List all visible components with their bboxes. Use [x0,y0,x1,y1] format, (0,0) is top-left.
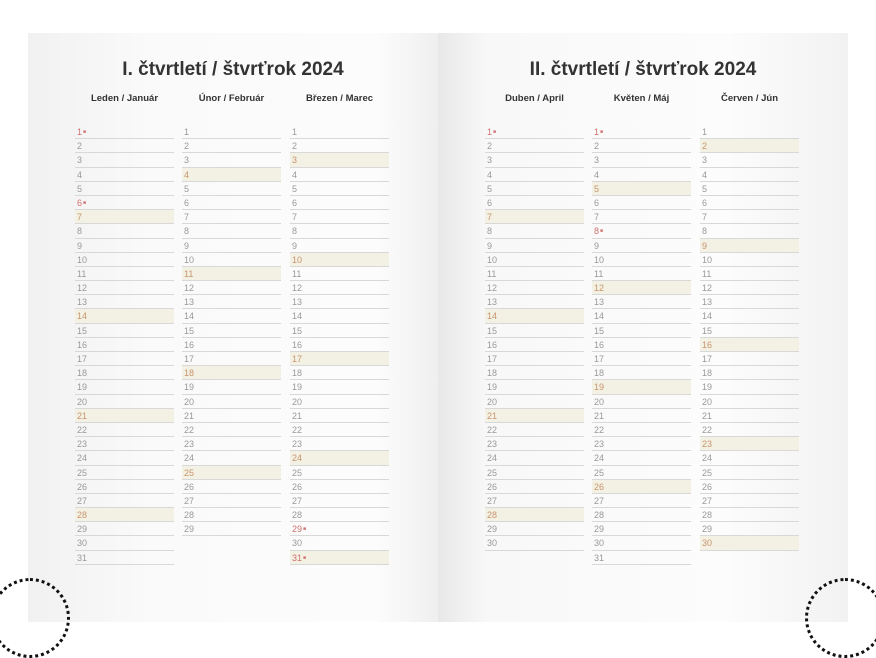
holiday-mark-icon: ■ [83,129,87,135]
day-row[interactable]: 30 [290,536,389,550]
holiday-mark-icon: ■ [600,228,604,235]
day-row[interactable]: 3 [75,153,174,167]
day-row[interactable]: 14 [700,309,799,323]
day-row[interactable]: 6 [182,196,281,210]
month-column [700,93,799,551]
day-row[interactable]: 25 [182,466,281,480]
day-row[interactable]: 16 [700,338,799,352]
day-row[interactable]: 23 [182,437,281,451]
right-page [438,33,848,622]
left-page [28,33,438,622]
day-row[interactable]: 18 [290,366,389,380]
day-row[interactable]: 13 [592,295,691,309]
day-row[interactable]: 17 [182,352,281,366]
holiday-mark-icon: ■ [303,526,307,533]
day-row[interactable]: 6■ [75,196,174,210]
day-row[interactable]: 30 [592,536,691,550]
day-row[interactable]: 7 [592,210,691,224]
day-row[interactable]: 24 [182,451,281,465]
day-row[interactable]: 15 [182,324,281,338]
holiday-mark-icon: ■ [600,129,604,135]
day-row[interactable]: 27 [290,494,389,508]
day-row[interactable]: 24 [700,451,799,465]
day-row[interactable]: 16 [75,338,174,352]
day-row[interactable]: 16 [485,338,584,352]
day-row[interactable]: 5 [592,182,691,196]
day-row[interactable]: 4 [485,168,584,182]
month-name: Květen / Máj [613,93,670,104]
day-row[interactable]: 24 [75,451,174,465]
day-row[interactable]: 28 [75,508,174,522]
day-row[interactable]: 14 [75,309,174,323]
day-row[interactable]: 15 [290,324,389,338]
day-row[interactable]: 28 [592,508,691,522]
day-row[interactable]: 15 [485,324,584,338]
day-row[interactable]: 25 [485,466,584,480]
day-row[interactable]: 27 [182,494,281,508]
day-row[interactable]: 1■ [592,125,691,139]
day-row[interactable]: 20 [592,395,691,409]
day-row[interactable]: 13 [75,295,174,309]
quarter-title: I. čtvrtletí / štvrťrok 2024 [122,59,344,80]
day-row[interactable]: 1■ [485,125,584,139]
day-row[interactable]: 25 [700,466,799,480]
day-row[interactable]: 12 [182,281,281,295]
day-row[interactable]: 7 [700,210,799,224]
day-row[interactable]: 26 [485,480,584,494]
day-row[interactable]: 16 [290,338,389,352]
day-row[interactable]: 27 [485,494,584,508]
day-row[interactable]: 19 [182,380,281,394]
day-row[interactable]: 7 [182,210,281,224]
holiday-mark-icon: ■ [303,554,307,561]
day-row[interactable]: 9 [592,239,691,253]
day-row[interactable]: 29■ [290,522,389,536]
day-row[interactable]: 17 [700,352,799,366]
day-row[interactable]: 18 [700,366,799,380]
day-row[interactable]: 2 [592,139,691,153]
day-row[interactable]: 9 [75,239,174,253]
day-row[interactable]: 3 [700,153,799,167]
day-row[interactable]: 25 [592,466,691,480]
day-row[interactable]: 12 [592,281,691,295]
day-row[interactable]: 28 [182,508,281,522]
day-row[interactable]: 18 [75,366,174,380]
day-row[interactable]: 27 [75,494,174,508]
day-row[interactable]: 28 [485,508,584,522]
day-row[interactable]: 10 [75,253,174,267]
day-row[interactable]: 21 [485,409,584,423]
day-row[interactable]: 6 [290,196,389,210]
day-row[interactable]: 2 [700,139,799,153]
day-row[interactable]: 3 [592,153,691,167]
day-row[interactable]: 11 [75,267,174,281]
day-row[interactable]: 8■ [592,224,691,238]
day-row[interactable]: 12 [290,281,389,295]
day-row[interactable]: 8 [182,224,281,238]
day-row[interactable]: 19 [75,380,174,394]
day-row[interactable]: 22 [592,423,691,437]
day-row[interactable]: 21 [700,409,799,423]
day-row[interactable]: 7 [290,210,389,224]
day-row[interactable]: 16 [182,338,281,352]
day-row[interactable]: 15 [700,324,799,338]
day-row[interactable]: 27 [700,494,799,508]
day-row[interactable]: 2 [485,139,584,153]
day-row[interactable]: 1 [700,125,799,139]
day-row[interactable]: 26 [592,480,691,494]
binding-hole-decoration [805,578,876,658]
day-row[interactable]: 9 [182,239,281,253]
month-column [75,93,174,565]
day-row[interactable]: 20 [700,395,799,409]
day-row[interactable]: 3 [290,153,389,167]
day-row[interactable]: 5 [290,182,389,196]
day-row[interactable]: 10 [182,253,281,267]
month-column [290,93,389,565]
month-name: Únor / Február [198,93,265,104]
day-row[interactable]: 27 [592,494,691,508]
day-row[interactable]: 13 [290,295,389,309]
day-row[interactable]: 14 [182,309,281,323]
day-row[interactable]: 3 [182,153,281,167]
day-row[interactable]: 17 [592,352,691,366]
day-row[interactable]: 4 [700,168,799,182]
day-row[interactable]: 23 [700,437,799,451]
day-row[interactable]: 3 [485,153,584,167]
day-row[interactable]: 1 [182,125,281,139]
day-row[interactable]: 7 [485,210,584,224]
day-row[interactable]: 31■ [290,551,389,565]
day-row[interactable]: 29 [75,522,174,536]
day-row[interactable]: 25 [75,466,174,480]
day-row[interactable]: 22 [700,423,799,437]
day-row[interactable]: 7 [75,210,174,224]
day-row[interactable]: 30 [700,536,799,550]
day-row[interactable]: 26 [75,480,174,494]
day-row[interactable]: 21 [75,409,174,423]
day-row[interactable]: 12 [75,281,174,295]
day-row[interactable]: 6 [700,196,799,210]
day-row[interactable]: 20 [290,395,389,409]
month-name: Březen / Marec [305,93,374,104]
day-row[interactable]: 8 [290,224,389,238]
day-row[interactable]: 29 [485,522,584,536]
day-row[interactable]: 4 [75,168,174,182]
day-row[interactable]: 22 [182,423,281,437]
day-row[interactable]: 5 [182,182,281,196]
day-row[interactable]: 9 [700,239,799,253]
day-row[interactable]: 5 [700,182,799,196]
day-row[interactable]: 28 [700,508,799,522]
day-row[interactable]: 8 [485,224,584,238]
day-row[interactable]: 1 [290,125,389,139]
month-column [182,93,281,536]
day-row[interactable]: 2 [75,139,174,153]
day-row[interactable]: 24 [485,451,584,465]
day-row[interactable]: 24 [592,451,691,465]
day-row[interactable]: 22 [290,423,389,437]
day-row[interactable]: 20 [485,395,584,409]
day-row[interactable]: 4 [290,168,389,182]
month-column [592,93,691,565]
day-row[interactable]: 31 [75,551,174,565]
day-row[interactable]: 23 [290,437,389,451]
day-row[interactable]: 9 [290,239,389,253]
day-row[interactable]: 13 [485,295,584,309]
day-row[interactable]: 18 [485,366,584,380]
day-row[interactable]: 12 [700,281,799,295]
day-row[interactable]: 21 [290,409,389,423]
day-row[interactable]: 30 [75,536,174,550]
day-row[interactable]: 28 [290,508,389,522]
day-row[interactable]: 19 [700,380,799,394]
day-row[interactable]: 19 [485,380,584,394]
day-row[interactable]: 16 [592,338,691,352]
day-row[interactable]: 26 [700,480,799,494]
binding-hole-decoration [0,578,70,658]
day-row[interactable]: 30 [485,536,584,550]
holiday-mark-icon: ■ [493,129,497,135]
day-row[interactable]: 5 [485,182,584,196]
day-row[interactable]: 11 [592,267,691,281]
day-row[interactable]: 14 [485,309,584,323]
day-row[interactable]: 1■ [75,125,174,139]
day-row[interactable]: 17 [290,352,389,366]
day-row[interactable]: 17 [75,352,174,366]
day-row[interactable]: 20 [182,395,281,409]
day-row[interactable]: 22 [75,423,174,437]
day-row[interactable]: 4 [182,168,281,182]
day-row[interactable]: 15 [592,324,691,338]
day-row[interactable]: 13 [182,295,281,309]
day-row[interactable]: 6 [485,196,584,210]
day-row[interactable]: 19 [290,380,389,394]
day-row[interactable]: 29 [592,522,691,536]
day-row[interactable]: 11 [485,267,584,281]
day-row[interactable]: 20 [75,395,174,409]
day-row[interactable]: 11 [290,267,389,281]
month-name: Duben / April [505,93,564,104]
day-row[interactable]: 4 [592,168,691,182]
day-row[interactable]: 24 [290,451,389,465]
day-row[interactable]: 15 [75,324,174,338]
day-row[interactable]: 6 [592,196,691,210]
day-row[interactable]: 8 [75,224,174,238]
day-row[interactable]: 11 [182,267,281,281]
day-row[interactable]: 22 [485,423,584,437]
day-row[interactable]: 8 [700,224,799,238]
day-row[interactable]: 9 [485,239,584,253]
day-row[interactable]: 19 [592,380,691,394]
day-row[interactable]: 25 [290,466,389,480]
day-row[interactable]: 18 [182,366,281,380]
day-row[interactable]: 13 [700,295,799,309]
day-row[interactable]: 29 [700,522,799,536]
month-column [485,93,584,551]
day-row[interactable]: 5 [75,182,174,196]
day-row[interactable]: 11 [700,267,799,281]
month-name: Červen / Jún [720,93,779,104]
day-row[interactable]: 10 [485,253,584,267]
day-row[interactable]: 14 [290,309,389,323]
day-row[interactable]: 23 [75,437,174,451]
day-row[interactable]: 2 [182,139,281,153]
day-row[interactable]: 17 [485,352,584,366]
month-name: Leden / Január [90,93,159,104]
day-row[interactable]: 14 [592,309,691,323]
day-row[interactable]: 21 [592,409,691,423]
day-row[interactable]: 10 [700,253,799,267]
day-row[interactable]: 23 [592,437,691,451]
day-row[interactable]: 2 [290,139,389,153]
day-row[interactable]: 31 [592,551,691,565]
day-row[interactable]: 23 [485,437,584,451]
day-row[interactable]: 10 [290,253,389,267]
day-row[interactable]: 29 [182,522,281,536]
day-row[interactable]: 10 [592,253,691,267]
day-row[interactable]: 26 [182,480,281,494]
day-row[interactable]: 18 [592,366,691,380]
day-row[interactable]: 26 [290,480,389,494]
day-row[interactable]: 12 [485,281,584,295]
quarter-title: II. čtvrtletí / štvrťrok 2024 [529,59,757,80]
day-row[interactable]: 21 [182,409,281,423]
holiday-mark-icon: ■ [83,199,87,206]
